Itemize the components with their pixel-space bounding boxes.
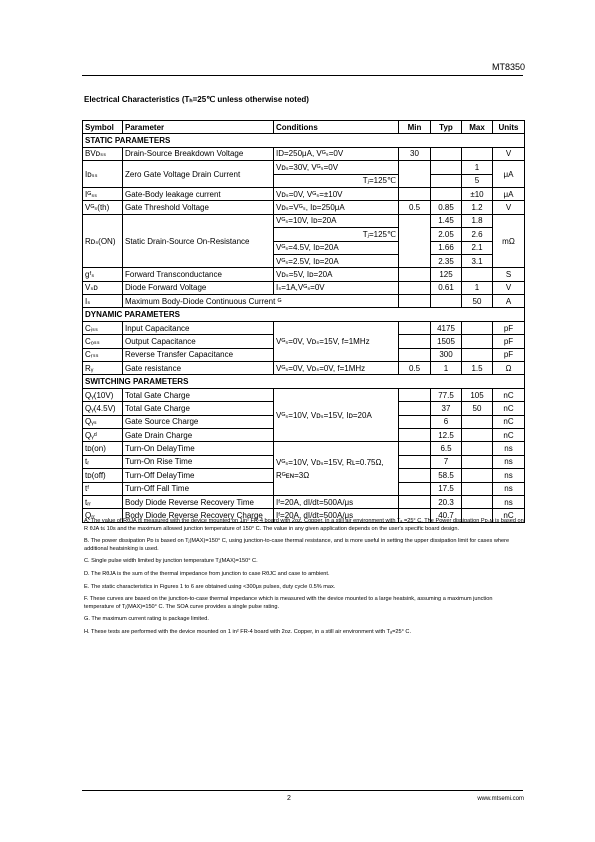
symbol-cell: Iᴳₛₛ bbox=[83, 187, 123, 200]
column-header: Symbol bbox=[83, 121, 123, 134]
footnote-h: H. These tests are performed with the device mounted on 1 in² FR-4 board with 2oz. Copper, in a still air environment with Tₐ=25° C. bbox=[84, 628, 411, 635]
footnote-c: C. Single pulse width limited by junction temperature Tⱼ(MAX)=150° C. bbox=[84, 558, 258, 565]
table-row bbox=[83, 362, 525, 375]
min-cell: 30 bbox=[399, 147, 431, 160]
section-title: Electrical Characteristics (Tₕ=25℃ unless otherwise noted) bbox=[84, 95, 309, 104]
symbol-cell: Cᵣₛₛ bbox=[83, 348, 123, 361]
symbol-cell: Qᵧᵈ bbox=[83, 428, 123, 441]
max-cell: 1.2 bbox=[462, 201, 493, 214]
max-cell: 1.5 bbox=[462, 362, 493, 375]
min-cell bbox=[399, 295, 431, 308]
max-cell bbox=[462, 348, 493, 361]
typ-cell bbox=[431, 161, 462, 174]
max-cell bbox=[462, 268, 493, 281]
max-cell: 1.8 bbox=[462, 214, 493, 227]
symbol-cell: Qᵧ(10V) bbox=[83, 388, 123, 401]
table-row bbox=[83, 495, 525, 508]
footnote-a: A. The value of RθJA is measured with the device mounted on 1in² FR-4 board with 2oz. Copper, in a still air environment with Tₐ =25° C. The Power dissipation Pᴅₛᴍ is based on R θJA t≤ 10s and the maximum allowed junction temperature of 150° C. The value in any given application depends on the user's specific board design. bbox=[84, 518, 524, 532]
condition-cell: Vᴅₛ=30V, Vᴳₛ=0V bbox=[274, 161, 399, 174]
symbol-cell: Rᴅₛ(ON) bbox=[83, 214, 123, 268]
typ-cell bbox=[431, 187, 462, 200]
parameter-cell: Gate-Body leakage current bbox=[123, 187, 274, 200]
min-cell bbox=[399, 442, 431, 455]
unit-cell: pF bbox=[493, 321, 525, 334]
symbol-cell: tᴅ(off) bbox=[83, 469, 123, 482]
column-header: Max bbox=[462, 121, 493, 134]
unit-cell: nC bbox=[493, 388, 525, 401]
min-cell bbox=[399, 402, 431, 415]
max-cell: 5 bbox=[462, 174, 493, 187]
symbol-cell: Qᵣᵣ bbox=[83, 509, 123, 522]
max-cell: 1 bbox=[462, 161, 493, 174]
typ-cell: 20.3 bbox=[431, 495, 462, 508]
page-number: 2 bbox=[287, 795, 291, 802]
unit-cell: μA bbox=[493, 187, 525, 200]
parameter-cell: Turn-On DelayTime bbox=[123, 442, 274, 455]
condition-cell: Iₛ=1A,Vᴳₛ=0V bbox=[274, 281, 399, 294]
condition-cell: Vᴅₛ=5V, Iᴅ=20A bbox=[274, 268, 399, 281]
table-row bbox=[83, 187, 525, 200]
table-row bbox=[83, 442, 525, 455]
symbol-cell: Cₒₛₛ bbox=[83, 335, 123, 348]
symbol-cell: gᶠₛ bbox=[83, 268, 123, 281]
min-cell bbox=[399, 388, 431, 401]
symbol-cell: Qᵧₛ bbox=[83, 415, 123, 428]
parameter-cell: Gate Drain Charge bbox=[123, 428, 274, 441]
max-cell: ±10 bbox=[462, 187, 493, 200]
min-cell bbox=[399, 415, 431, 428]
parameter-cell: Body Diode Reverse Recovery Charge bbox=[123, 509, 274, 522]
table-row bbox=[83, 214, 525, 227]
typ-cell: 37 bbox=[431, 402, 462, 415]
parameter-cell: Total Gate Charge bbox=[123, 388, 274, 401]
max-cell: 1 bbox=[462, 281, 493, 294]
footnote-f: F. These curves are based on the junction-to-case thermal impedance which is measured with the device mounted to a large heatsink, assuming a maximum junction temperature of Tⱼ(MAX)=150° C. The SOA curve provides a single pulse rating. bbox=[84, 596, 493, 610]
condition-cell: Vᴳₛ=10V, Vᴅₛ=15V, Iᴅ=20A bbox=[274, 388, 399, 442]
condition-cell: Vᴳₛ=0V, Vᴅₛ=15V, f=1MHz bbox=[274, 321, 399, 361]
typ-cell: 0.61 bbox=[431, 281, 462, 294]
min-cell bbox=[399, 495, 431, 508]
max-cell: 105 bbox=[462, 388, 493, 401]
footnote-b: B. The power dissipation Pᴅ is based on Tⱼ(MAX)=150° C, using junction-to-case thermal resistance, and is more useful in setting the upper dissipation limit for cases where additional heatsinking is used. bbox=[84, 538, 510, 552]
symbol-cell: Iᴅₛₛ bbox=[83, 161, 123, 188]
typ-cell: 300 bbox=[431, 348, 462, 361]
parameter-cell: Output Capacitance bbox=[123, 335, 274, 348]
table-row bbox=[83, 201, 525, 214]
part-number: MT8350 bbox=[491, 62, 525, 72]
table-row bbox=[83, 321, 525, 334]
column-header: Parameter bbox=[123, 121, 274, 134]
symbol-cell: Iₛ bbox=[83, 295, 123, 308]
typ-cell bbox=[431, 295, 462, 308]
unit-cell: V bbox=[493, 281, 525, 294]
section-header-static: STATIC PARAMETERS bbox=[83, 134, 525, 147]
condition-cell: Vᴅₛ=Vᴳₛ, Iᴅ=250μA bbox=[274, 201, 399, 214]
max-cell bbox=[462, 469, 493, 482]
unit-cell: V bbox=[493, 147, 525, 160]
min-cell bbox=[399, 335, 431, 348]
unit-cell: ns bbox=[493, 482, 525, 495]
condition-cell: Vᴳₛ=2.5V, Iᴅ=20A bbox=[274, 254, 399, 267]
typ-cell: 40.7 bbox=[431, 509, 462, 522]
min-cell bbox=[399, 482, 431, 495]
condition-cell: ID=250μA, Vᴳₛ=0V bbox=[274, 147, 399, 160]
unit-cell: V bbox=[493, 201, 525, 214]
symbol-cell: Cᵢₛₛ bbox=[83, 321, 123, 334]
parameter-cell: Gate resistance bbox=[123, 362, 274, 375]
unit-cell: μA bbox=[493, 161, 525, 188]
parameter-cell: Body Diode Reverse Recovery Time bbox=[123, 495, 274, 508]
parameter-cell: Diode Forward Voltage bbox=[123, 281, 274, 294]
max-cell: 3.1 bbox=[462, 254, 493, 267]
condition-cell: Vᴳₛ=10V, Iᴅ=20A bbox=[274, 214, 399, 227]
parameter-cell: Turn-Off DelayTime bbox=[123, 469, 274, 482]
typ-cell: 58.5 bbox=[431, 469, 462, 482]
unit-cell: nC bbox=[493, 415, 525, 428]
unit-cell: A bbox=[493, 295, 525, 308]
max-cell bbox=[462, 428, 493, 441]
max-cell bbox=[462, 321, 493, 334]
footnote-e: E. The static characteristics in Figures 1 to 6 are obtained using <300μs pulses, duty cycle 0.5% max. bbox=[84, 583, 336, 590]
symbol-cell: tᵣᵣ bbox=[83, 495, 123, 508]
max-cell bbox=[462, 335, 493, 348]
parameter-cell: Turn-On Rise Time bbox=[123, 455, 274, 468]
parameter-cell: Forward Transconductance bbox=[123, 268, 274, 281]
max-cell: 2.6 bbox=[462, 228, 493, 241]
max-cell bbox=[462, 495, 493, 508]
column-header: Conditions bbox=[274, 121, 399, 134]
condition-cell: Vᴳₛ=4.5V, Iᴅ=20A bbox=[274, 241, 399, 254]
parameter-cell: Gate Source Charge bbox=[123, 415, 274, 428]
max-cell: 50 bbox=[462, 295, 493, 308]
parameter-cell: Reverse Transfer Capacitance bbox=[123, 348, 274, 361]
min-cell bbox=[399, 455, 431, 468]
unit-cell: S bbox=[493, 268, 525, 281]
typ-cell: 0.85 bbox=[431, 201, 462, 214]
min-cell bbox=[399, 469, 431, 482]
condition-cell: Tⱼ=125℃ bbox=[274, 228, 399, 241]
section-header-dynamic: DYNAMIC PARAMETERS bbox=[83, 308, 525, 321]
symbol-cell: Vᴳₛ(th) bbox=[83, 201, 123, 214]
unit-cell: pF bbox=[493, 348, 525, 361]
min-cell: 0.5 bbox=[399, 201, 431, 214]
parameter-cell: Zero Gate Voltage Drain Current bbox=[123, 161, 274, 188]
table-row bbox=[83, 281, 525, 294]
parameter-cell: Input Capacitance bbox=[123, 321, 274, 334]
unit-cell: ns bbox=[493, 455, 525, 468]
unit-cell: nC bbox=[493, 428, 525, 441]
symbol-cell: tᴅ(on) bbox=[83, 442, 123, 455]
condition-cell: Iᶠ=20A, dI/dt=500A/μs bbox=[274, 509, 399, 522]
electrical-characteristics-table bbox=[82, 120, 525, 523]
typ-cell: 1 bbox=[431, 362, 462, 375]
typ-cell bbox=[431, 147, 462, 160]
section-header-switching: SWITCHING PARAMETERS bbox=[83, 375, 525, 388]
table-row bbox=[83, 295, 525, 308]
symbol-cell: tᶠ bbox=[83, 482, 123, 495]
footnote-g: G. The maximum current rating is package limited. bbox=[84, 616, 209, 623]
max-cell bbox=[462, 482, 493, 495]
website-link[interactable]: www.mtsemi.com bbox=[477, 796, 524, 802]
unit-cell: ns bbox=[493, 442, 525, 455]
max-cell: 50 bbox=[462, 402, 493, 415]
unit-cell: ns bbox=[493, 469, 525, 482]
condition-cell: Iᶠ=20A, dI/dt=500A/μs bbox=[274, 495, 399, 508]
min-cell bbox=[399, 214, 431, 268]
min-cell bbox=[399, 428, 431, 441]
condition-cell: Tⱼ=125℃ bbox=[274, 174, 399, 187]
typ-cell: 6 bbox=[431, 415, 462, 428]
typ-cell: 12.5 bbox=[431, 428, 462, 441]
typ-cell: 1.45 bbox=[431, 214, 462, 227]
symbol-cell: tᵣ bbox=[83, 455, 123, 468]
typ-cell: 4175 bbox=[431, 321, 462, 334]
table-row bbox=[83, 268, 525, 281]
table-header-row bbox=[83, 121, 525, 134]
unit-cell: Ω bbox=[493, 362, 525, 375]
typ-cell bbox=[431, 174, 462, 187]
typ-cell: 77.5 bbox=[431, 388, 462, 401]
max-cell bbox=[462, 147, 493, 160]
typ-cell: 1505 bbox=[431, 335, 462, 348]
typ-cell: 125 bbox=[431, 268, 462, 281]
max-cell bbox=[462, 442, 493, 455]
parameter-cell: Static Drain-Source On-Resistance bbox=[123, 214, 274, 268]
min-cell bbox=[399, 161, 431, 188]
typ-cell: 17.5 bbox=[431, 482, 462, 495]
min-cell bbox=[399, 187, 431, 200]
parameter-cell: Gate Threshold Voltage bbox=[123, 201, 274, 214]
min-cell bbox=[399, 268, 431, 281]
symbol-cell: Vₛᴅ bbox=[83, 281, 123, 294]
typ-cell: 6.5 bbox=[431, 442, 462, 455]
parameter-cell: Maximum Body-Diode Continuous Current ᴳ bbox=[123, 295, 399, 308]
max-cell bbox=[462, 455, 493, 468]
min-cell bbox=[399, 348, 431, 361]
parameter-cell: Turn-Off Fall Time bbox=[123, 482, 274, 495]
typ-cell: 2.35 bbox=[431, 254, 462, 267]
column-header: Units bbox=[493, 121, 525, 134]
typ-cell: 1.66 bbox=[431, 241, 462, 254]
table-row bbox=[83, 161, 525, 174]
typ-cell: 7 bbox=[431, 455, 462, 468]
min-cell: 0.5 bbox=[399, 362, 431, 375]
symbol-cell: Rᵧ bbox=[83, 362, 123, 375]
condition-cell: Vᴳₛ=0V, Vᴅₛ=0V, f=1MHz bbox=[274, 362, 399, 375]
parameter-cell: Drain-Source Breakdown Voltage bbox=[123, 147, 274, 160]
min-cell bbox=[399, 281, 431, 294]
footnotes bbox=[84, 518, 524, 642]
condition-line: Vᴳₛ=10V, Vᴅₛ=15V, Rʟ=0.75Ω, bbox=[276, 457, 384, 467]
footer-rule bbox=[82, 790, 523, 791]
symbol-cell: BVᴅₛₛ bbox=[83, 147, 123, 160]
typ-cell: 2.05 bbox=[431, 228, 462, 241]
table-row bbox=[83, 388, 525, 401]
max-cell: 2.1 bbox=[462, 241, 493, 254]
min-cell bbox=[399, 321, 431, 334]
symbol-cell: Qᵧ(4.5V) bbox=[83, 402, 123, 415]
parameter-cell: Total Gate Charge bbox=[123, 402, 274, 415]
footnote-d: D. The RθJA is the sum of the thermal impedance from junction to case RθJC and case to ambient. bbox=[84, 570, 330, 577]
condition-cell bbox=[274, 442, 399, 496]
max-cell bbox=[462, 415, 493, 428]
table-row bbox=[83, 147, 525, 160]
unit-cell: pF bbox=[493, 335, 525, 348]
column-header: Min bbox=[399, 121, 431, 134]
unit-cell: mΩ bbox=[493, 214, 525, 268]
condition-line: Rᴳᴇɴ=3Ω bbox=[276, 470, 310, 480]
unit-cell: nC bbox=[493, 509, 525, 522]
condition-cell: Vᴅₛ=0V, Vᴳₛ=±10V bbox=[274, 187, 399, 200]
unit-cell: ns bbox=[493, 495, 525, 508]
unit-cell: nC bbox=[493, 402, 525, 415]
header-rule bbox=[82, 75, 523, 76]
column-header: Typ bbox=[431, 121, 462, 134]
